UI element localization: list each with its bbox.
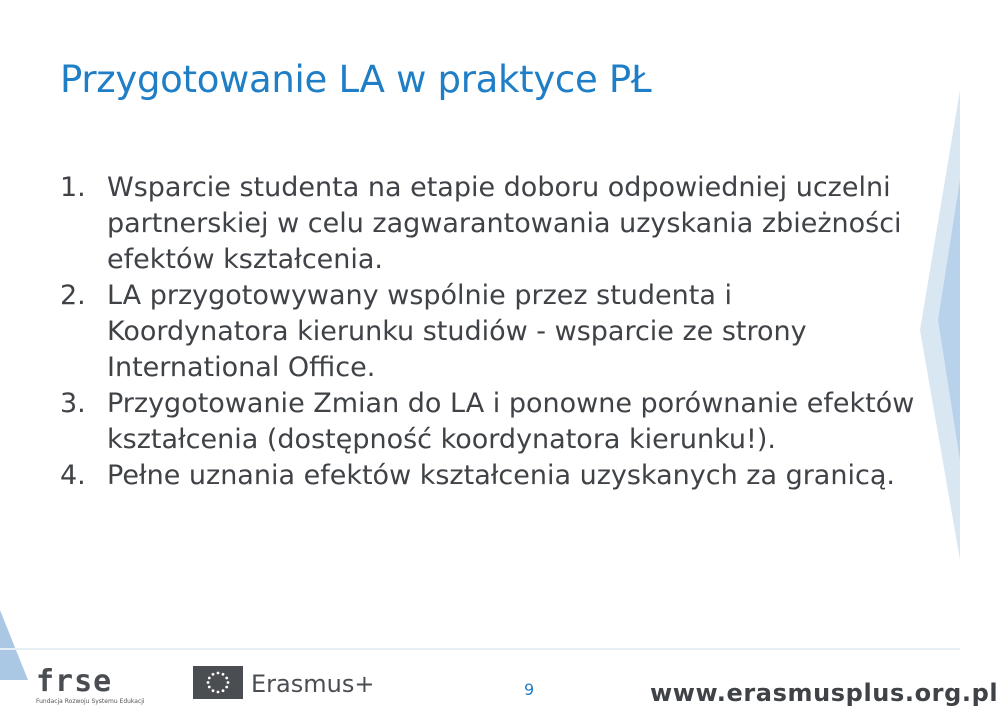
list-number: 3. <box>60 388 86 419</box>
list-item-text: Pełne uznania efektów kształcenia uzyskanych za granicą. <box>107 460 895 491</box>
list-item-text: Wsparcie studenta na etapie doboru odpowiedniej uczelni partnerskiej w celu zagwarantowania uzyskania zbieżności efektów kształcenia. <box>107 172 902 275</box>
list-item <box>60 458 920 494</box>
list-number: 2. <box>60 280 86 311</box>
erasmus-logo-text: Erasmus+ <box>251 670 375 698</box>
eu-flag-icon <box>193 666 243 699</box>
website-link[interactable]: www.erasmusplus.org.pl <box>650 679 998 707</box>
slide-title: Przygotowanie LA w praktyce PŁ <box>60 58 652 101</box>
frse-logo-text: frse <box>36 664 113 699</box>
frse-logo-subtitle: Fundacja Rozwoju Systemu Edukacji <box>36 698 145 705</box>
page-number: 9 <box>524 680 535 699</box>
list-item <box>60 278 920 386</box>
list-item-text: Przygotowanie Zmian do LA i ponowne porównanie efektów kształcenia (dostępność koordynatora kierunku!). <box>107 388 915 455</box>
footer-divider <box>0 648 960 650</box>
list-item-text: LA przygotowywany wspólnie przez studenta i Koordynatora kierunku studiów - wsparcie ze strony International Office. <box>107 280 807 383</box>
list-item <box>60 386 920 458</box>
list-number: 1. <box>60 172 86 203</box>
list-item <box>60 170 920 278</box>
list-number: 4. <box>60 460 86 491</box>
decorative-shape-left <box>0 610 40 680</box>
frse-logo <box>36 664 148 712</box>
numbered-list <box>60 170 920 494</box>
